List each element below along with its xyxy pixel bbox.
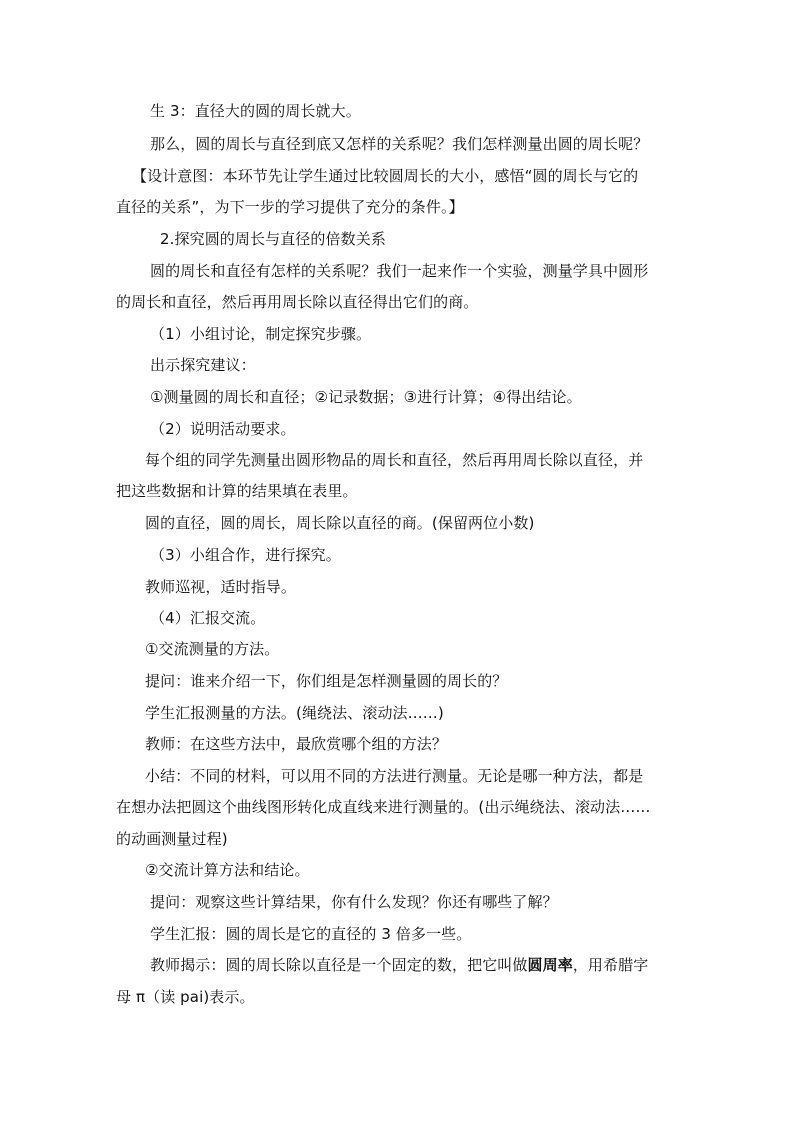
paragraph-line: （2）说明活动要求。 xyxy=(150,420,296,438)
paragraph-line: 母 π（读 pai)表示。 xyxy=(116,988,255,1006)
paragraph-line: ①交流测量的方法。 xyxy=(145,640,280,658)
paragraph-line xyxy=(150,955,720,975)
pi-term: 圆周率 xyxy=(527,956,573,974)
text-run: ，用希腊字 xyxy=(572,956,649,974)
paragraph-line: 教师：在这些方法中，最欣赏哪个组的方法？ xyxy=(145,735,448,753)
paragraph-line: 圆的周长和直径有怎样的关系呢？我们一起来作一个实验，测量学具中圆形 xyxy=(150,262,649,280)
paragraph-line: 那么，圆的周长与直径到底又怎样的关系呢？我们怎样测量出圆的周长呢？ xyxy=(150,135,649,153)
section-heading: 2.探究圆的周长与直径的倍数关系 xyxy=(160,230,386,248)
paragraph-line: 提问：观察这些计算结果，你有什么发现？你还有哪些了解？ xyxy=(150,893,558,911)
paragraph-line: 的动画测量过程) xyxy=(116,830,228,848)
paragraph-line: 小结：不同的材料，可以用不同的方法进行测量。无论是哪一种方法，都是 xyxy=(145,767,644,785)
paragraph-line: 在想办法把圆这个曲线图形转化成直线来进行测量的。(出示绳绕法、滚动法…… xyxy=(116,798,651,816)
paragraph-line: （4）汇报交流。 xyxy=(150,609,266,627)
paragraph-line: 的周长和直径，然后再用周长除以直径得出它们的商。 xyxy=(116,293,479,311)
paragraph-line: 把这些数据和计算的结果填在表里。 xyxy=(116,482,358,500)
paragraph-line: 出示探究建议： xyxy=(150,356,256,374)
paragraph-line: （1）小组讨论，制定探究步骤。 xyxy=(150,325,372,343)
paragraph-line: 教师巡视，适时指导。 xyxy=(145,578,297,596)
paragraph-line: 学生汇报测量的方法。(绳绕法、滚动法……) xyxy=(145,704,444,722)
paragraph-line: ②交流计算方法和结论。 xyxy=(145,861,310,879)
paragraph-line: 提问：谁来介绍一下，你们组是怎样测量圆的周长的？ xyxy=(145,672,508,690)
text-run: 教师揭示：圆的周长除以直径是一个固定的数，把它叫做 xyxy=(150,956,528,974)
paragraph-line: 生 3：直径大的圆的周长就大。 xyxy=(150,102,361,120)
paragraph-line: （3）小组合作，进行探究。 xyxy=(150,546,341,564)
paragraph-line: 每个组的同学先测量出圆形物品的周长和直径，然后再用周长除以直径，并 xyxy=(145,451,644,469)
paragraph-line: 学生汇报：圆的周长是它的直径的 3 倍多一些。 xyxy=(150,925,472,943)
paragraph-line: ①测量圆的周长和直径；②记录数据；③进行计算；④得出结论。 xyxy=(150,388,582,406)
paragraph-line: 圆的直径，圆的周长，周长除以直径的商。(保留两位小数) xyxy=(145,514,535,532)
design-intent-line: 直径的关系”，为下一步的学习提供了充分的条件。】 xyxy=(116,198,464,216)
design-intent-line: 【设计意图：本环节先让学生通过比较圆周长的大小，感悟“圆的周长与它的 xyxy=(132,167,639,185)
